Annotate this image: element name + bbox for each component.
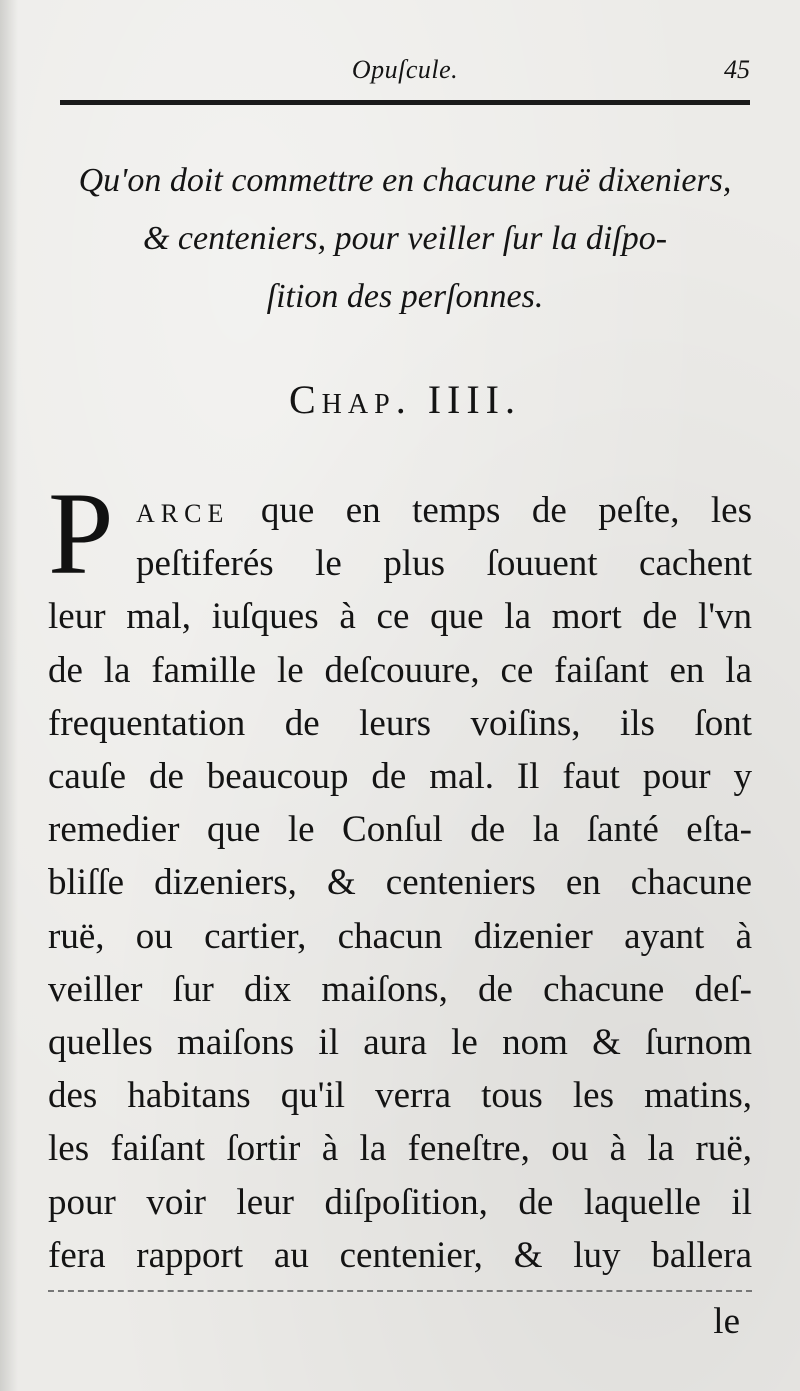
- text-line: fera rapport au centenier, & luy ballera: [48, 1234, 752, 1276]
- text-line: cauſe de beaucoup de mal. Il faut pour y: [48, 756, 752, 798]
- text-line: pour voir leur diſpoſition, de laquelle il: [48, 1181, 752, 1223]
- body-text: [48, 468, 753, 1282]
- text-line: bliſſe dizeniers, & centeniers en chacune: [48, 862, 752, 904]
- text-line: peſtiferés le plus ſouuent cachent: [136, 543, 752, 585]
- text-line-content: que en temps de peſte, les: [260, 490, 753, 531]
- chapter-heading-line: Qu'on doit commettre en chacune ruë dixeniers,: [78, 162, 732, 199]
- text-line: remedier que le Conſul de la ſanté eſta-: [48, 809, 752, 851]
- page-number: 45: [724, 55, 750, 84]
- drop-cap: P: [48, 468, 114, 599]
- text-line: [48, 484, 752, 537]
- text-line: veiller ſur dix maiſons, de chacune deſ-: [48, 968, 752, 1010]
- text-line: des habitans qu'il verra tous les matins,: [48, 1075, 752, 1117]
- text-line: les faiſant ſortir à la feneſtre, ou à la ruë,: [48, 1128, 752, 1170]
- chapter-heading: [55, 152, 755, 326]
- text-line: ruë, ou cartier, chacun dizenier ayant à: [48, 915, 752, 957]
- chapter-number: Chap. IIII.: [289, 377, 521, 422]
- text-line: leur mal, iuſques à ce que la mort de l'vn: [48, 596, 752, 638]
- chapter-heading-line: ſition des perſonnes.: [266, 278, 544, 315]
- text-line: frequentation de leurs voiſins, ils ſont: [48, 702, 752, 744]
- page-header: [60, 55, 750, 97]
- text-line: quelles maiſons il aura le nom & ſurnom: [48, 1022, 752, 1064]
- header-rule: [60, 100, 750, 105]
- bottom-rule: [48, 1290, 752, 1292]
- running-title: Opuſcule.: [351, 55, 459, 84]
- chapter-heading-line: & centeniers, pour veiller ſur la diſpo-: [142, 220, 668, 257]
- first-word-rest: arce: [136, 490, 230, 531]
- catchword: le: [713, 1301, 740, 1342]
- page-gutter-shadow: [0, 0, 18, 1391]
- text-line: de la famille le deſcouure, ce faiſant en la: [48, 649, 752, 691]
